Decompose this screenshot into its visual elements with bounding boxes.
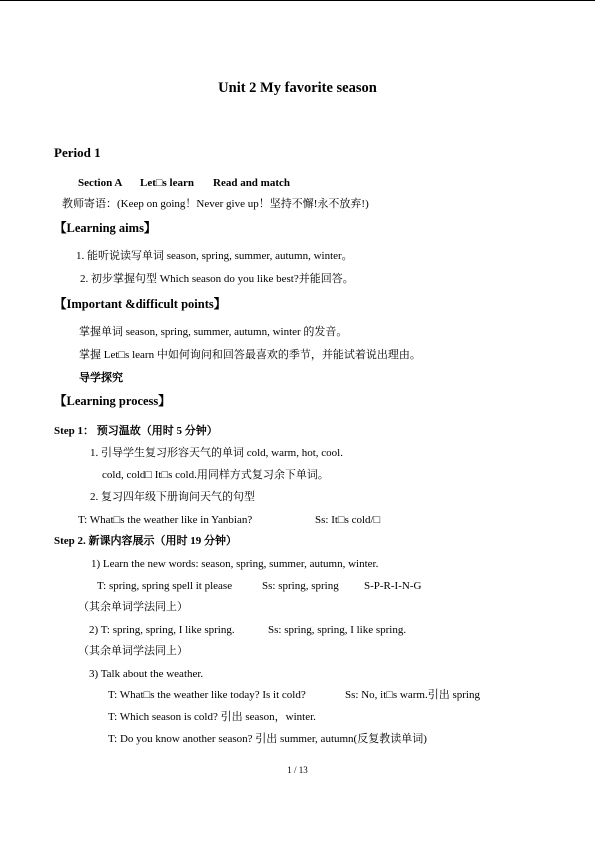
page-number: 1 / 13 (287, 765, 308, 775)
step2-title: 新课内容展示（用时 19 分钟） (88, 535, 238, 547)
step2-number: Step 2. (54, 535, 86, 547)
top-rule (0, 0, 595, 1)
step2-note-2: （其余单词学法同上） (78, 645, 188, 657)
step2-line-1: 1) Learn the new words: season, spring, summer, autumn, winter. (91, 558, 379, 570)
section-a-label: Section A (78, 177, 123, 189)
aims-item-2: 2. 初步掌握句型 Which season do you like best?并能回答。 (80, 273, 354, 285)
step2-line-2-students: Ss: spring, spring, I like spring. (268, 624, 407, 636)
step1-title: 预习温故（用时 5 分钟） (96, 425, 218, 437)
learning-process-heading: 【Learning process】 (54, 394, 171, 408)
section-read-match: Read and match (213, 177, 291, 189)
step1-line-3: 2. 复习四年级下册询问天气的句型 (90, 491, 255, 503)
step1-dialog-teacher: T: What□s the weather like in Yanbian? (78, 514, 253, 526)
guide-heading: 导学探究 (79, 372, 123, 384)
step2-line-3-teacher-c: T: Do you know another season? 引出 summer, autumn(反复教读单词) (108, 733, 427, 745)
points-item-1: 掌握单词 season, spring, summer, autumn, winter 的发音。 (79, 326, 348, 338)
important-points-heading: 【Important &difficult points】 (54, 297, 227, 311)
step1-line-2: cold, cold□ It□s cold.用同样方式复习余下单词。 (102, 469, 329, 481)
period-heading: Period 1 (54, 145, 101, 160)
step2-line-3-students-a: Ss: No, it□s warm.引出 spring (345, 689, 480, 701)
step2-line-3-teacher-a: T: What□s the weather like today? Is it cold? (108, 689, 306, 701)
step1-line-1: 1. 引导学生复习形容天气的单词 cold, warm, hot, cool. (90, 447, 343, 459)
step1-dialog-students: Ss: It□s cold/□ (315, 514, 381, 526)
page-title: Unit 2 My favorite season (218, 80, 377, 96)
teacher-motto: 教师寄语：(Keep on going！Never give up！坚持不懈!永不放弃!) (62, 198, 369, 210)
step2-line-1-spelling: S-P-R-I-N-G (364, 580, 422, 592)
step2-line-3: 3) Talk about the weather. (89, 668, 204, 680)
step2-line-3-teacher-b: T: Which season is cold? 引出 season，winter. (108, 711, 316, 723)
step2-label (54, 535, 237, 548)
learning-aims-heading: 【Learning aims】 (54, 221, 157, 235)
step2-line-2-teacher: 2) T: spring, spring, I like spring. (89, 624, 235, 636)
points-item-2: 掌握 Let□s learn 中如何询问和回答最喜欢的季节，并能试着说出理由。 (79, 349, 421, 361)
step2-line-1-students: Ss: spring, spring (262, 580, 339, 592)
section-lets-learn: Let□s learn (140, 177, 194, 189)
step1-label (54, 425, 218, 438)
step1-number: Step 1： (54, 425, 95, 437)
step2-line-1-teacher: T: spring, spring spell it please (97, 580, 233, 592)
aims-item-1: 1. 能听说读写单词 season, spring, summer, autumn, winter。 (76, 250, 353, 262)
step2-note-1: （其余单词学法同上） (78, 601, 188, 613)
